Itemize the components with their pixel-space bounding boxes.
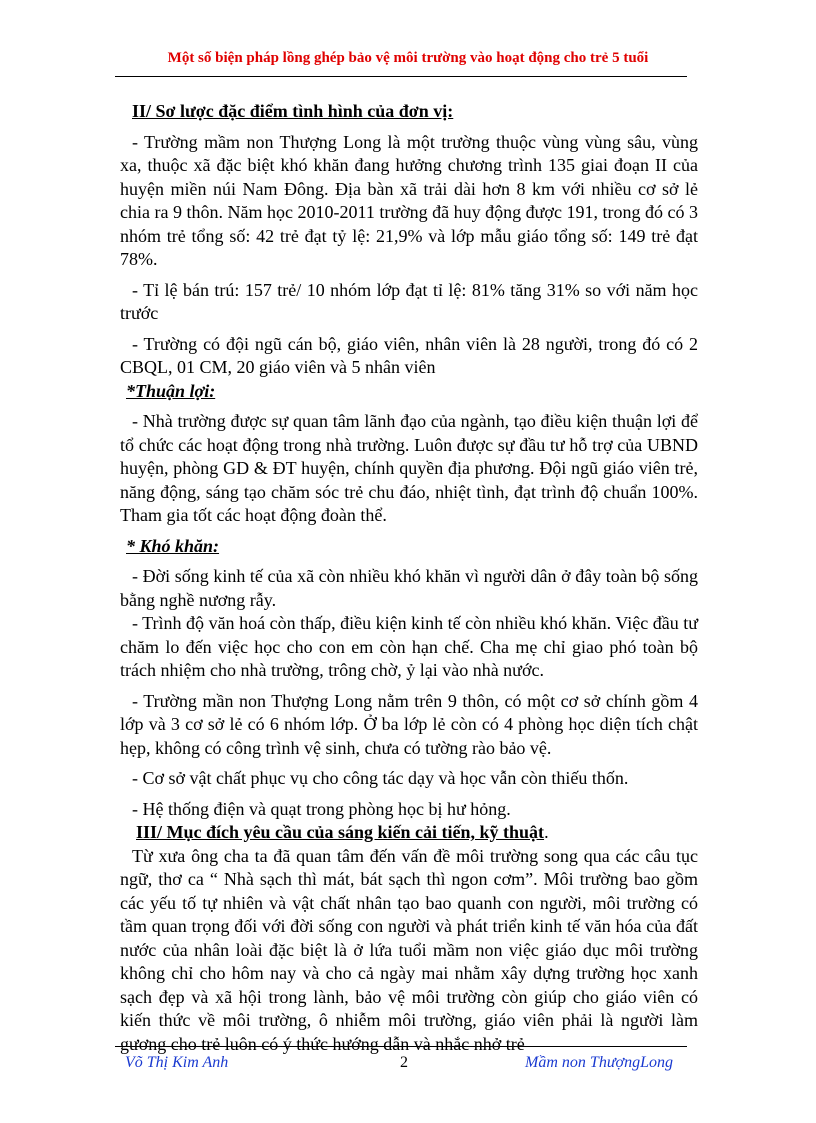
footer-author: Võ Thị Kim Anh [125, 1054, 229, 1071]
paragraph-boarding-rate: - Tỉ lệ bán trú: 157 trẻ/ 10 nhóm lớp đạt tỉ lệ: 81% tăng 31% so với năm học trước [120, 279, 698, 323]
paragraph-economy: - Đời sống kinh tế của xã còn nhiều khó khăn vì người dân ở đây toàn bộ sống bằng nghề nương rẫy. [120, 566, 698, 610]
paragraph-advantages: - Nhà trường được sự quan tâm lãnh đạo của ngành, tạo điều kiện thuận lợi để tổ chức các hoạt động trong nhà trường. Luôn được sự đầu tư hỗ trợ của UBND huyện, phòng GD & ĐT huyện, chính quyền địa phương. Đội ngũ giáo viên trẻ, năng động, sáng tạo chăm sóc trẻ chu đáo, nhiệt tình, đạt trình độ chuẩn 100%. Tham gia tốt các hoạt động đoàn thể. [120, 411, 698, 525]
footer-page-number: 2 [400, 1054, 408, 1071]
paragraph-electricity: - Hệ thống điện và quạt trong phòng học bị hư hỏng. [132, 798, 511, 819]
difficulties-heading: * Khó khăn: [126, 535, 220, 556]
footer-divider [115, 1046, 687, 1047]
paragraph-purpose: Từ xưa ông cha ta đã quan tâm đến vấn đề môi trường song qua các câu tục ngữ, thơ ca “ Nhà sạch thì mát, bát sạch thì ngon cơm”. Môi trường bao gồm các yếu tố tự nhiên và vật chất nhân tạo bao quanh con người, môi trường có tầm quan trọng đối với đời sống con người và phát triển kinh tế văn hóa của đất nước của nhân loài đặc biệt là ở lứa tuổi mầm non việc giáo dục môi trường không chỉ cho hôm nay và cho cả ngày mai nhằm xây dựng trường học xanh sạch đẹp và xã hội trong lành, bảo vệ môi trường còn giúp cho giáo viên có kiến thức về môi trường, ô nhiễm môi trường, giáo viên phải là người làm gương cho trẻ luôn có ý thức hướng dẫn và nhắc nhở trẻ [120, 845, 698, 1054]
footer-school: Mầm non ThượngLong [525, 1054, 673, 1071]
paragraph-staff: - Trường có đội ngũ cán bộ, giáo viên, nhân viên là 28 người, trong đó có 2 CBQL, 01 CM, 20 giáo viên và 5 nhân viên [120, 333, 698, 377]
section-3-heading: III/ Mục đích yêu cầu của sáng kiến cải tiến, kỹ thuật [136, 822, 545, 842]
advantages-heading: *Thuận lợi: [126, 380, 216, 401]
document-body [120, 100, 698, 1056]
section-3-heading-line [136, 821, 698, 845]
section-3-heading-period: . [544, 822, 549, 842]
paragraph-facilities-location: - Trường mần non Thượng Long nằm trên 9 thôn, có một cơ sở chính gồm 4 lớp và 3 cơ sở lẻ có 6 nhóm lớp. Ở ba lớp lẻ còn có 4 phòng học diện tích chật hẹp, không có công trình vệ sinh, chưa có tường rào bảo vệ. [120, 690, 698, 758]
header-divider [115, 76, 687, 77]
page-header-title: Một số biện pháp lồng ghép bảo vệ môi trường vào hoạt động cho trẻ 5 tuổi [167, 50, 649, 66]
paragraph-education-level: - Trình độ văn hoá còn thấp, điều kiện kinh tế còn nhiều khó khăn. Việc đầu tư chăm lo đến việc học cho con em còn hạn chế. Cha mẹ chỉ giao phó toàn bộ trách nhiệm cho nhà trường, trông chờ, ỷ lại vào nhà nước. [120, 613, 698, 680]
paragraph-overview: - Trường mầm non Thượng Long là một trường thuộc vùng vùng sâu, vùng xa, thuộc xã đặc biệt khó khăn đang hưởng chương trình 135 giai đoạn II của huyện miền núi Nam Đông. Địa bàn xã trải dài hơn 8 km với nhiều cơ sở lẻ chia ra 9 thôn. Năm học 2010-2011 trường đã huy động được 191, trong đó có 3 nhóm trẻ tổng số: 42 trẻ đạt tỷ lệ: 21,9% và lớp mẫu giáo tổng số: 149 trẻ đạt 78%. [120, 131, 698, 269]
paragraph-equipment: - Cơ sở vật chất phục vụ cho công tác dạy và học vẫn còn thiếu thốn. [132, 768, 629, 788]
section-2-heading: II/ Sơ lược đặc điểm tình hình của đơn vị: [132, 101, 454, 121]
